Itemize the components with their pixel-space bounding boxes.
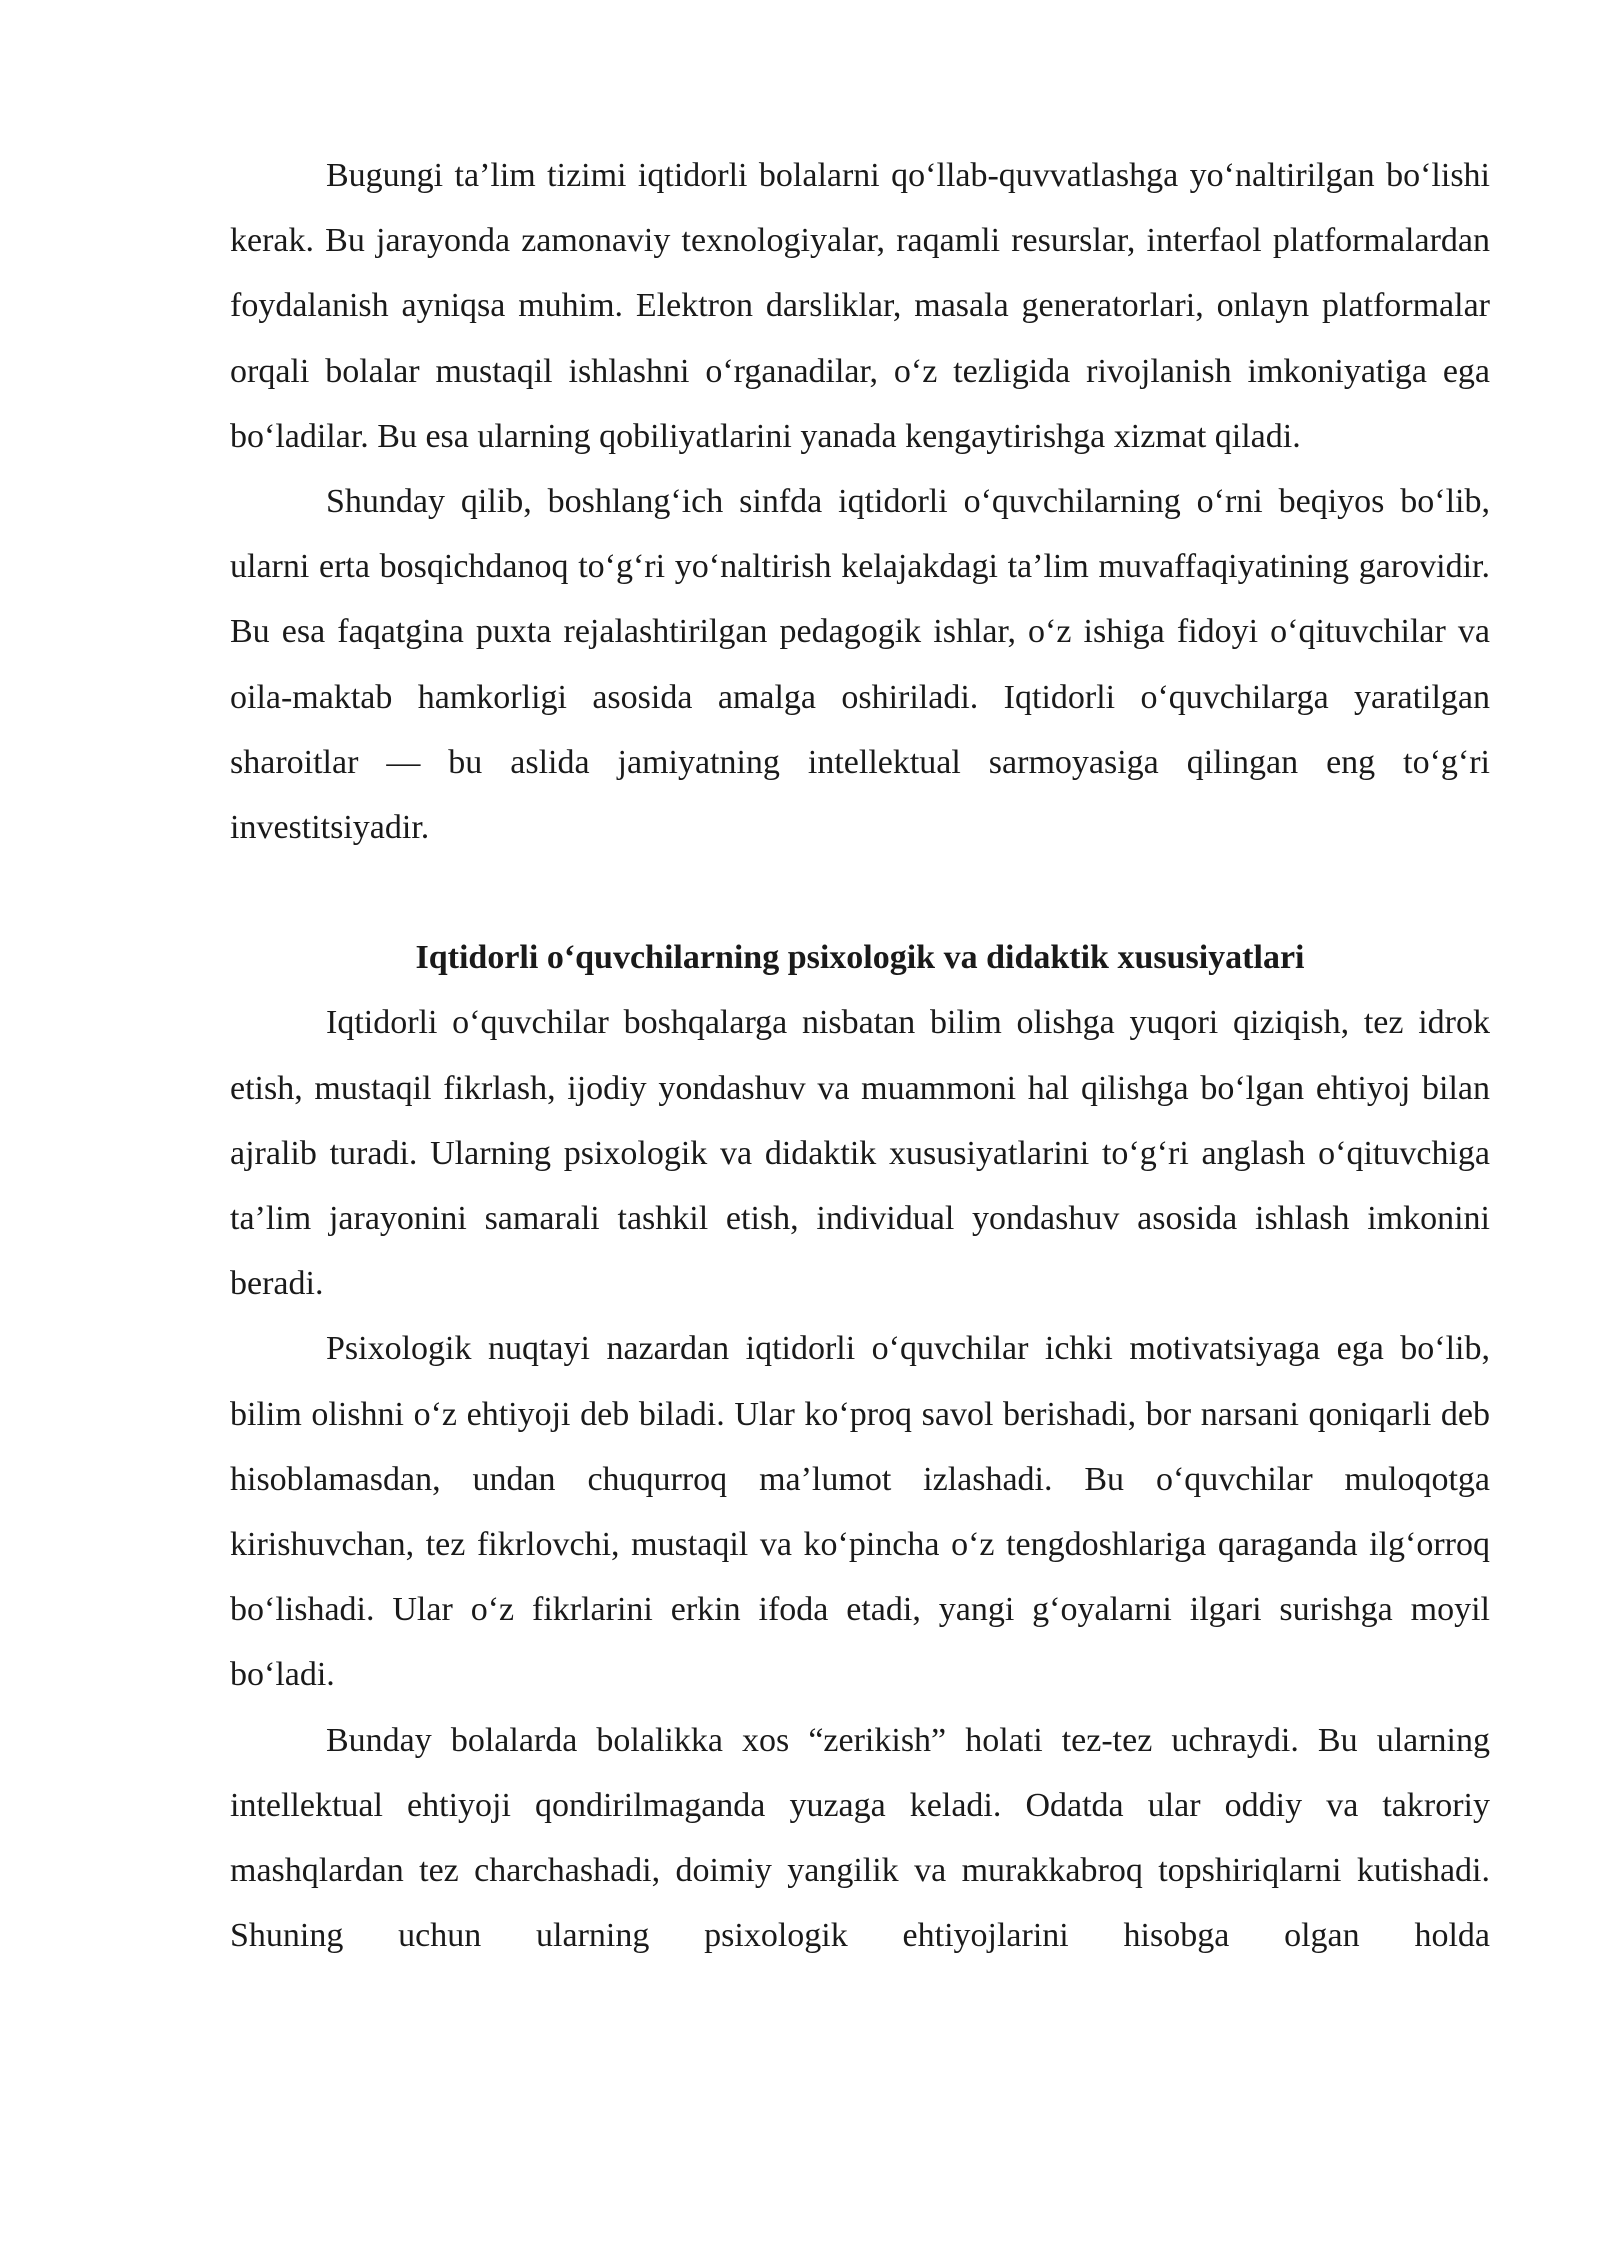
paragraph: Bunday bolalarda bolalikka xos “zerikish” holati tez-tez uchraydi. Bu ularning intellektual ehtiyoji qondirilmaganda yuzaga keladi. Odatda ular oddiy va takroriy mashqlardan tez charchashadi, doimiy yangilik va murakkabroq topshiriqlarni kutishadi. Shuning uchun ularning psixologik ehtiyojlarini hisobga olgan holda (230, 1721, 1490, 1955)
paragraph: Shunday qilib, boshlang‘ich sinfda iqtidorli o‘quvchilarning o‘rni beqiyos bo‘lib, ularni erta bosqichdanoq to‘g‘ri yo‘naltirish kelajakdagi ta’lim muvaffaqiyatining garovidir. Bu esa faqatgina puxta rejalashtirilgan pedagogik ishlar, o‘z ishiga fidoyi o‘qituvchilar va oila-maktab hamkorligi asosida amalga oshiriladi. Iqtidorli o‘quvchilarga yaratilgan sharoitlar — bu aslida jamiyatning intellektual sarmoyasiga qilingan eng to‘g‘ri investitsiyadir. (230, 483, 1490, 847)
paragraph: Bugungi ta’lim tizimi iqtidorli bolalarni qo‘llab-quvvatlashga yo‘naltirilgan bo‘lishi kerak. Bu jarayonda zamonaviy texnologiyalar, raqamli resurslar, interfaol platformalardan foydalanish ayniqsa muhim. Elektron darsliklar, masala generatorlari, onlayn platformalar orqali bolalar mustaqil ishlashni o‘rganadilar, o‘z tezligida rivojlanish imkoniyatiga ega bo‘ladilar. Bu esa ularning qobiliyatlarini yanada kengaytirishga xizmat qiladi. (230, 157, 1490, 455)
document-body (230, 143, 1490, 1968)
paragraph: Iqtidorli o‘quvchilar boshqalarga nisbatan bilim olishga yuqori qiziqish, tez idrok etish, mustaqil fikrlash, ijodiy yondashuv va muammoni hal qilishga bo‘lgan ehtiyoj bilan ajralib turadi. Ularning psixologik va didaktik xususiyatlarini to‘g‘ri anglash o‘qituvchiga ta’lim jarayonini samarali tashkil etish, individual yondashuv asosida ishlash imkonini beradi. (230, 1004, 1490, 1303)
section-heading: Iqtidorli o‘quvchilarning psixologik va didaktik xususiyatlari (415, 939, 1305, 977)
paragraph: Psixologik nuqtayi nazardan iqtidorli o‘quvchilar ichki motivatsiyaga ega bo‘lib, bilim olishni o‘z ehtiyoji deb biladi. Ular ko‘proq savol berishadi, bor narsani qoniqarli deb hisoblamasdan, undan chuqurroq ma’lumot izlashadi. Bu o‘quvchilar muloqotga kirishuvchan, tez fikrlovchi, mustaqil va ko‘pincha o‘z tengdoshlariga qaraganda ilg‘orroq bo‘lishadi. Ular o‘z fikrlarini erkin ifoda etadi, yangi g‘oyalarni ilgari surishga moyil bo‘ladi. (230, 1330, 1490, 1694)
